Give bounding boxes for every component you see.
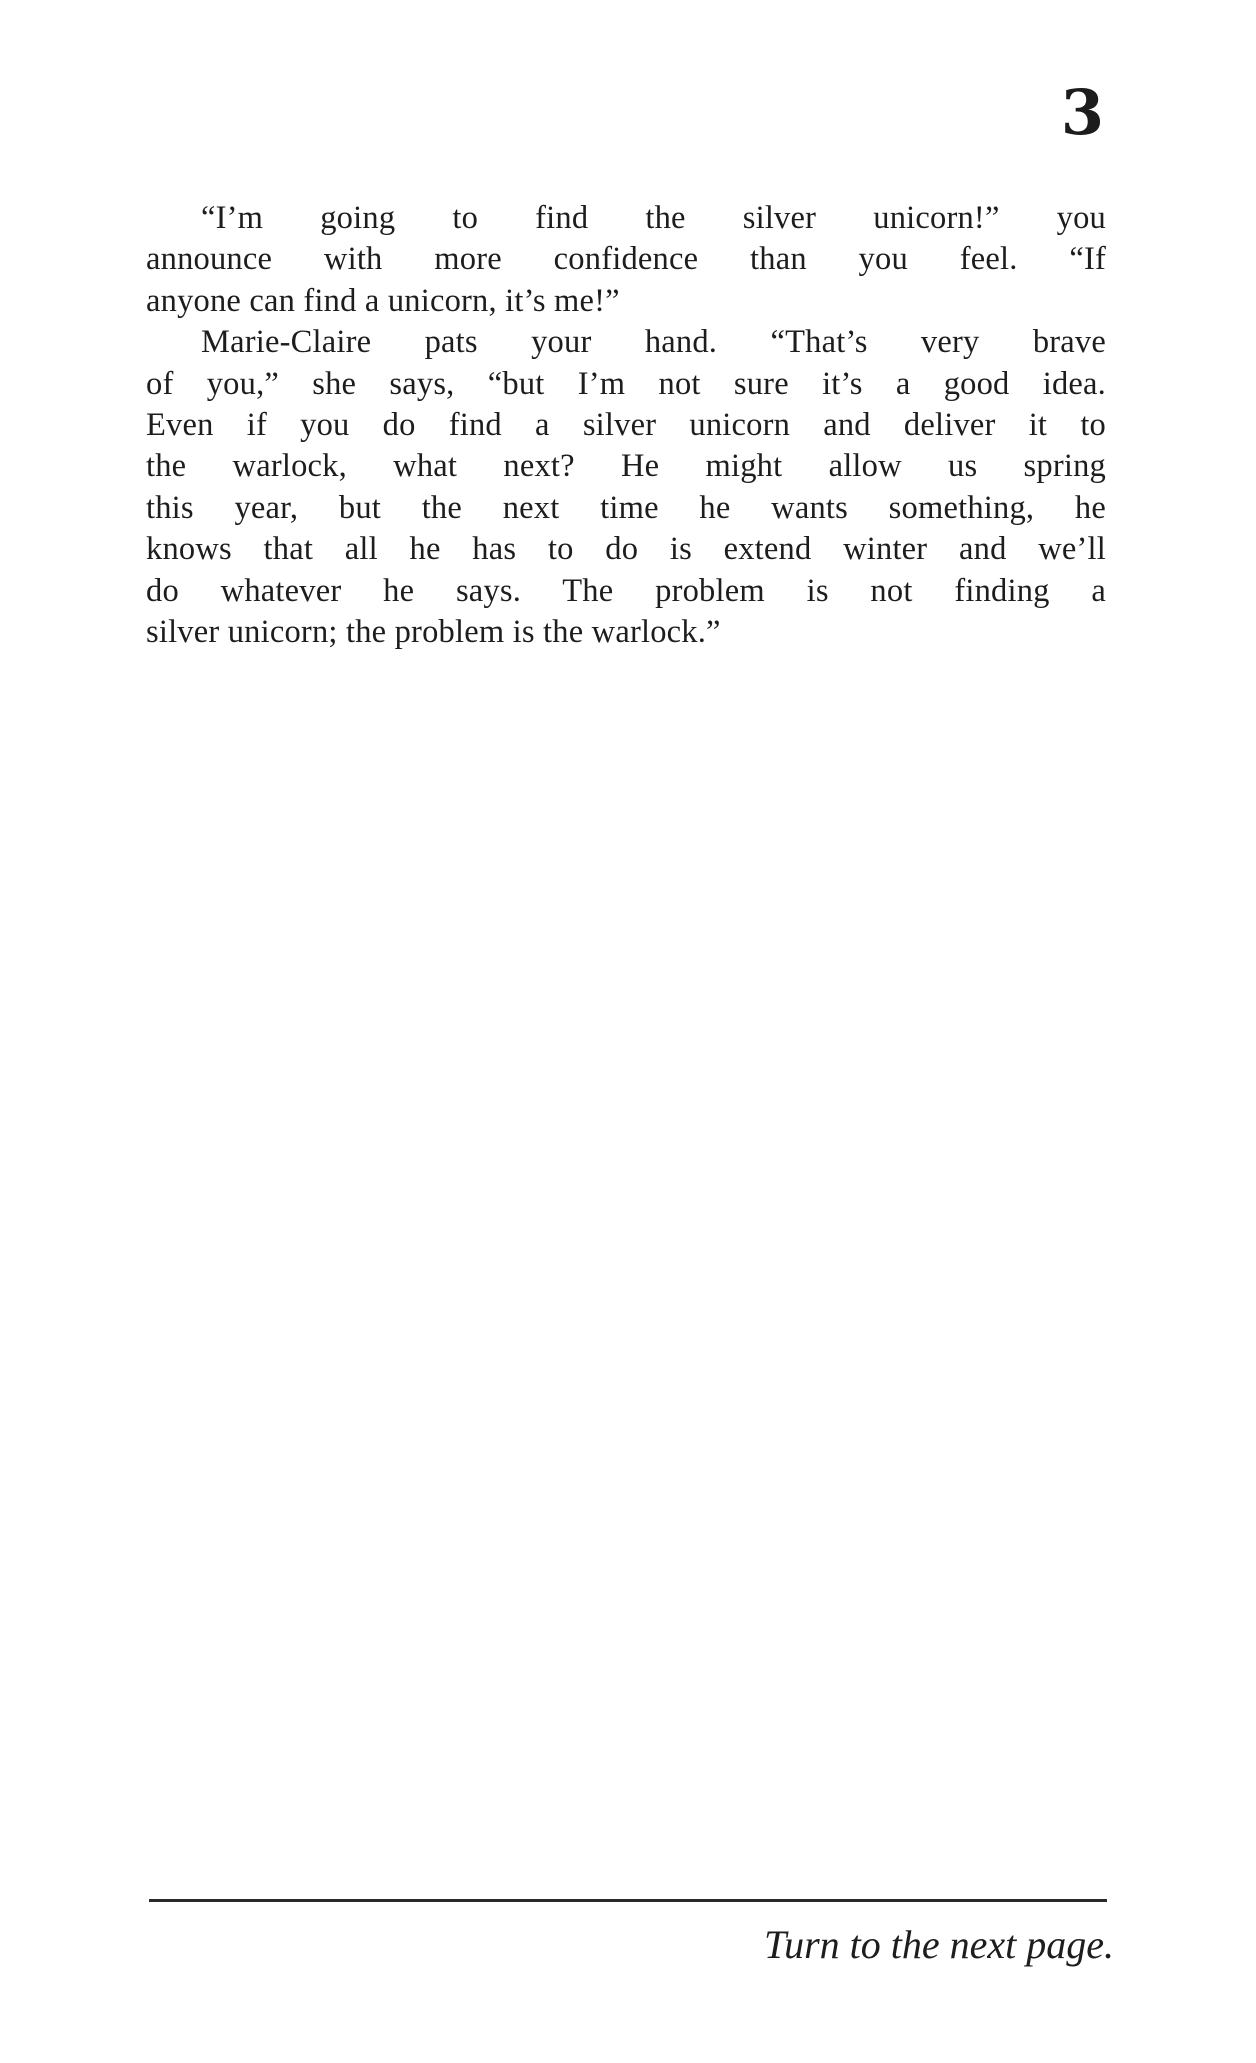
- text-line: silver unicorn; the problem is the warlock.”: [146, 613, 721, 650]
- paragraph: [146, 322, 1106, 653]
- text-line: announce with more confidence than you feel. “If: [146, 241, 1106, 278]
- footer-instruction: Turn to the next page.: [764, 1922, 1114, 1967]
- paragraph: [146, 198, 1106, 322]
- text-line: “I’m going to find the silver unicorn!” you: [201, 200, 1106, 236]
- text-line: do whatever he says. The problem is not finding a: [146, 572, 1106, 609]
- text-line: knows that all he has to do is extend winter and we’ll: [146, 531, 1106, 568]
- text-block: [146, 198, 1106, 653]
- text-line: the warlock, what next? He might allow us spring: [146, 448, 1106, 485]
- text-line: anyone can find a unicorn, it’s me!”: [146, 282, 620, 319]
- footer-divider: [149, 1899, 1107, 1902]
- page-number: 3: [1060, 76, 1104, 149]
- text-line: of you,” she says, “but I’m not sure it’s a good idea.: [146, 365, 1106, 402]
- text-line: Marie-Claire pats your hand. “That’s very brave: [201, 324, 1106, 361]
- text-line: Even if you do find a silver unicorn and deliver it to: [146, 406, 1106, 443]
- text-line: this year, but the next time he wants something, he: [146, 489, 1106, 526]
